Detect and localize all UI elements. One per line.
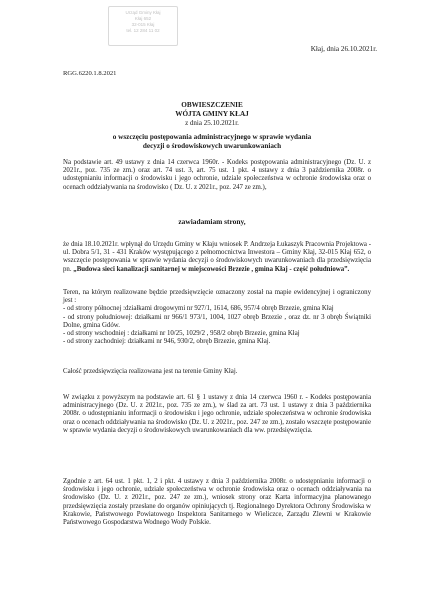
boundary-item: - od strony południowej: działkami nr 966/1 973/1, 1004, 1027 obręb Brzezie , oraz dz. nr 3 obręb Świątniki Dolne, gmina Gdów. xyxy=(63,313,371,329)
area-intro: Teren, na którym realizowane będzie przedsięwzięcie oznaczony został na mapie ewidencyjnej i ograniczony jest : xyxy=(63,289,371,305)
place-date: Kłaj, dnia 26.10.2021r. xyxy=(310,45,377,53)
reference-number: RGG.6220.1.8.2021 xyxy=(63,70,117,77)
boundary-item: - od strony zachodniej: działkami nr 946, 930/2, obręb Brzezie, gmina Kłaj. xyxy=(63,338,271,346)
legal-basis-paragraph: Na podstawie art. 49 ustawy z dnia 14 czerwca 1960r. - Kodeks postępowania administracyjnego (Dz. U. z 2021r., poz. 735 ze zm.) oraz art. 74 ust. 3, art. 75 ust. 1 pkt. 4 ustawy z dnia 3 października 2008r. o udostępnianiu informacji o środowisku i jego ochronie, udziale społeczeństwa w ochronie środowiska oraz o ocenach oddziaływania na środowisko ( Dz. U. z 2021r., poz. 247 ze zm.), xyxy=(63,159,371,191)
stamp-line: tel. 12 284 11 02 xyxy=(126,28,160,33)
issue-date: z dnia 25.10.2021r. xyxy=(185,119,239,127)
document-title: OBWIESZCZENIE xyxy=(181,101,243,109)
application-paragraph xyxy=(63,241,371,274)
boundary-item: - od strony północnej :działkami drogowymi nr 927/1, 1614, 686, 957/4 obręb Brzezie, gmina Kłaj xyxy=(63,305,334,313)
opinions-paragraph: Zgodnie z art. 64 ust. 1 pkt. 1, 2 i pkt. 4 ustawy z dnia 3 października 2008r. o udostępnianiu informacji o środowisku i jego ochronie, udziale społeczeństwa w ochronie środowiska oraz o ocenach oddziaływania na środowisko (Dz. U. z 2021r., poz. 247 ze zm.), wniosek strony oraz Karta informacyjna planowanego przedsięwzięcia zostały przesłane do organów opiniujących tj. Regionalnego Dyrektora Ochrony Środowiska w Krakowie, Państwowego Powiatowego Inspektora Sanitarnego w Wieliczce, Zarządu Zlewni w Krakowie Państwowego Gospodarstwa Wodnego Wody Polskie. xyxy=(63,478,371,527)
proceedings-paragraph: W związku z powyższym na podstawie art. 61 § 1 ustawy z dnia 14 czerwca 1960 r. - Kodeks postępowania administracyjnego (Dz. U. z 2021r., poz. 735 ze zm.), w ślad za art. 73 ust. 1 ustawy z dnia 3 października 2008r. o udostępnianiu informacji o środowisku i jego ochronie, udziale społeczeństwa w ochronie środowiska oraz o ocenach oddziaływania na środowisko (Dz. U. z 2021r., poz. 247 ze zm.), zostało wszczęte postępowanie w sprawie wydania decyzji o środowiskowych uwarunkowaniach dla ww. przedsięwzięcia. xyxy=(63,394,371,434)
boundary-item: - od strony wschodniej : działkami nr 10/25, 1029/2 , 958/2 obręb Brzezie, gmina Kłaj xyxy=(63,330,300,338)
subject-line-1: o wszczęciu postępowania administracyjnego w sprawie wydania xyxy=(112,133,312,141)
project-name: „Budowa sieci kanalizacji sanitarnej w miejscowości Brzezie , gmina Kłaj - część południowa”. xyxy=(73,265,350,273)
scope-paragraph: Całość przedsięwzięcia realizowana jest na terenie Gminy Kłaj. xyxy=(63,368,238,375)
announcement: zawiadamiam strony, xyxy=(178,217,246,226)
stamp-line: Kłaj 652 xyxy=(134,16,152,21)
subject-line-2: decyzji o środowiskowych uwarunkowaniach xyxy=(142,142,282,150)
area-paragraph xyxy=(63,289,371,346)
application-text: że dnia 18.10.2021r. wpłynął do Urzędu Gminy w Kłaju wniosek P. Andrzeja Łukaszyk Pracownia Projektowa - ul. Dobra 5/1, 31 - 431 Kraków występującego z pełnomocnictwa Inwestora – Gminy Kłaj, 32-015 Kłaj 652, o wszczęcie postępowania w sprawie wydania decyzji o środowiskowych uwarunkowaniach dla przedsięwzięcia pn. xyxy=(63,241,371,273)
issuer: WÓJTA GMINY KŁAJ xyxy=(175,110,249,118)
stamp-line: Urząd Gminy Kłaj xyxy=(125,10,161,15)
stamp-line: 32-015 Kłaj xyxy=(131,22,155,27)
office-stamp xyxy=(108,6,178,46)
